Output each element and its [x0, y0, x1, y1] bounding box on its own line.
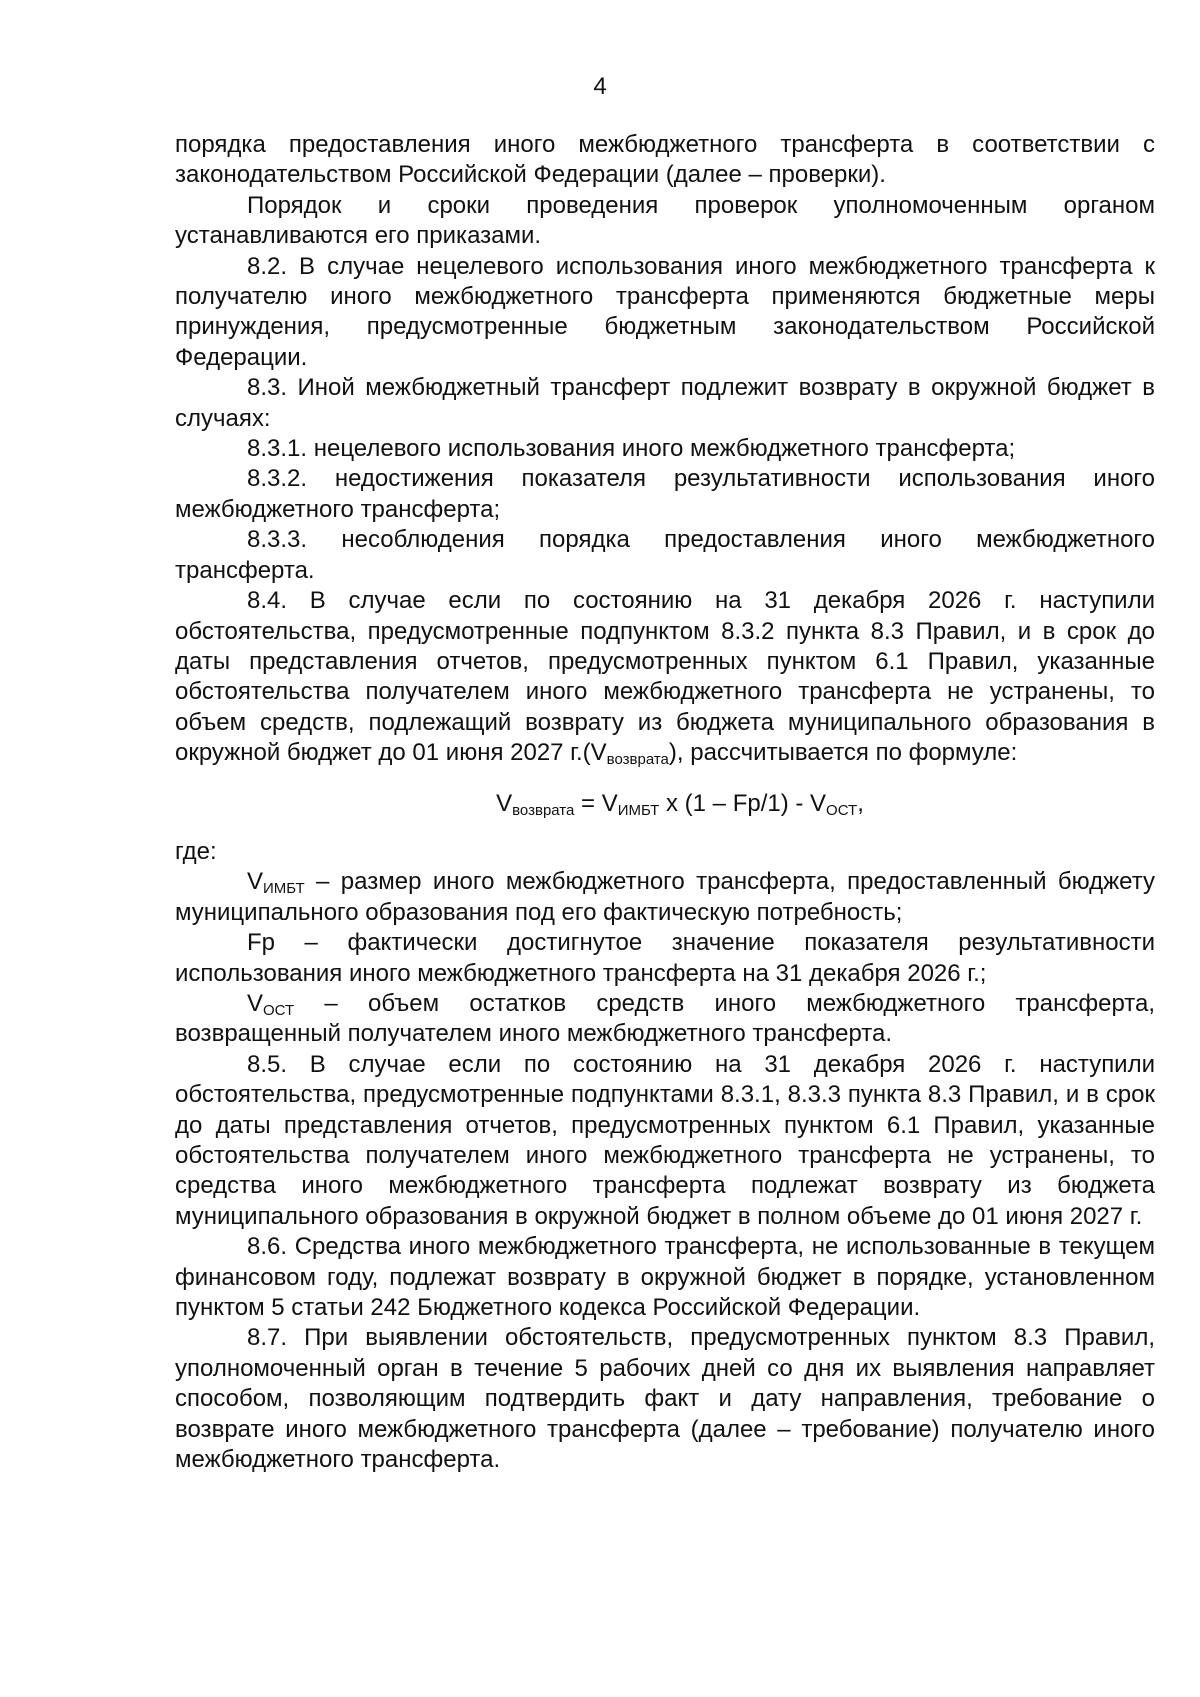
- definition-v-imbt: [175, 867, 1155, 928]
- document-body: [175, 130, 1155, 1475]
- formula-sub-return: возврата: [512, 801, 575, 819]
- formula-sub-imbt: ИМБТ: [617, 801, 660, 819]
- definition-fp: Fp – фактически достигнутое значение показателя результативности использования иного межбюджетного трансферта на 31 декабря 2026 г.;: [175, 929, 1155, 987]
- page-number: 4: [593, 73, 607, 100]
- subscript-return: возврата: [606, 751, 669, 769]
- def1-text: – размер иного межбюджетного трансферта, предоставленный бюджету муниципального образования под его фактическую потребность;: [175, 868, 1155, 926]
- formula-end: ,: [857, 789, 864, 817]
- where-label: где:: [175, 837, 217, 865]
- paragraph-8-5: 8.5. В случае если по состоянию на 31 декабря 2026 г. наступили обстоятельства, предусмотренные подпунктами 8.3.1, 8.3.3 пункта 8.3 Правил, и в срок до даты представления отчетов, предусмотренных пунктом 6.1 Правил, указанные обстоятельства получателем иного межбюджетного трансферта не устранены, то средства иного межбюджетного трансферта подлежат возврату из бюджета муниципального образования в окружной бюджет в полном объеме до 01 июня 2027 г.: [175, 1050, 1155, 1230]
- formula-eq: = V: [574, 789, 618, 817]
- paragraph-8-2: 8.2. В случае нецелевого использования иного межбюджетного трансферта к получателю иного межбюджетного трансферта применяются бюджетные меры принуждения, предусмотренные бюджетным законодательством Российской Федерации.: [175, 252, 1155, 371]
- return-formula: [175, 789, 1155, 819]
- paragraph-8-4-text: 8.4. В случае если по состоянию на 31 декабря 2026 г. наступили обстоятельства, предусмотренные подпунктом 8.3.2 пункта 8.3 Правил, и в срок до даты представления отчетов, предусмотренных пунктом 6.1 Правил, указанные обстоятельства получателем иного межбюджетного трансферта не устранены, то объем средств, подлежащий возврату из бюджета муниципального образования в окружной бюджет до 01 июня 2027 г.(V: [175, 587, 1155, 767]
- def3-sub: ОСТ: [263, 1001, 295, 1019]
- formula-v: V: [496, 789, 513, 817]
- paragraph-8-6: 8.6. Средства иного межбюджетного трансферта, не использованные в текущем финансовом году, подлежат возврату в окружной бюджет в порядке, установленном пунктом 5 статьи 242 Бюджетного кодекса Российской Федерации.: [175, 1233, 1155, 1322]
- paragraph-8-3-2: 8.3.2. недостижения показателя результативности использования иного межбюджетного трансферта;: [175, 465, 1155, 523]
- def3-v: V: [247, 989, 264, 1017]
- formula-mid: x (1 – Fp/1) - V: [659, 789, 827, 817]
- paragraph-continuation: порядка предоставления иного межбюджетного трансферта в соответствии с законодательством Российской Федерации (далее – проверки).: [175, 131, 1155, 189]
- def3-text: – объем остатков средств иного межбюджетного трансферта, возвращенный получателем иного межбюджетного трансферта.: [175, 989, 1155, 1048]
- def1-sub: ИМБТ: [263, 880, 305, 898]
- paragraph-inspection-order: Порядок и сроки проведения проверок уполномоченным органом устанавливаются его приказами.: [175, 191, 1155, 250]
- paragraph-8-4: [175, 586, 1155, 768]
- definition-v-ost: [175, 989, 1155, 1050]
- paragraph-8-4-tail: ), рассчитывается по формуле:: [668, 739, 1018, 767]
- paragraph-8-3-3: 8.3.3. несоблюдения порядка предоставления иного межбюджетного трансферта.: [175, 526, 1155, 584]
- paragraph-8-3-1: 8.3.1. нецелевого использования иного межбюджетного трансферта;: [247, 435, 1016, 463]
- paragraph-8-3: 8.3. Иной межбюджетный трансферт подлежит возврату в окружной бюджет в случаях:: [175, 374, 1155, 432]
- formula-sub-ost: ОСТ: [826, 801, 858, 819]
- paragraph-8-7: 8.7. При выявлении обстоятельств, предусмотренных пунктом 8.3 Правил, уполномоченный орган в течение 5 рабочих дней со дня их выявления направляет способом, позволяющим подтвердить факт и дату направления, требование о возврате иного межбюджетного трансферта (далее – требование) получателю иного межбюджетного трансферта.: [175, 1324, 1155, 1474]
- def1-v: V: [247, 868, 264, 896]
